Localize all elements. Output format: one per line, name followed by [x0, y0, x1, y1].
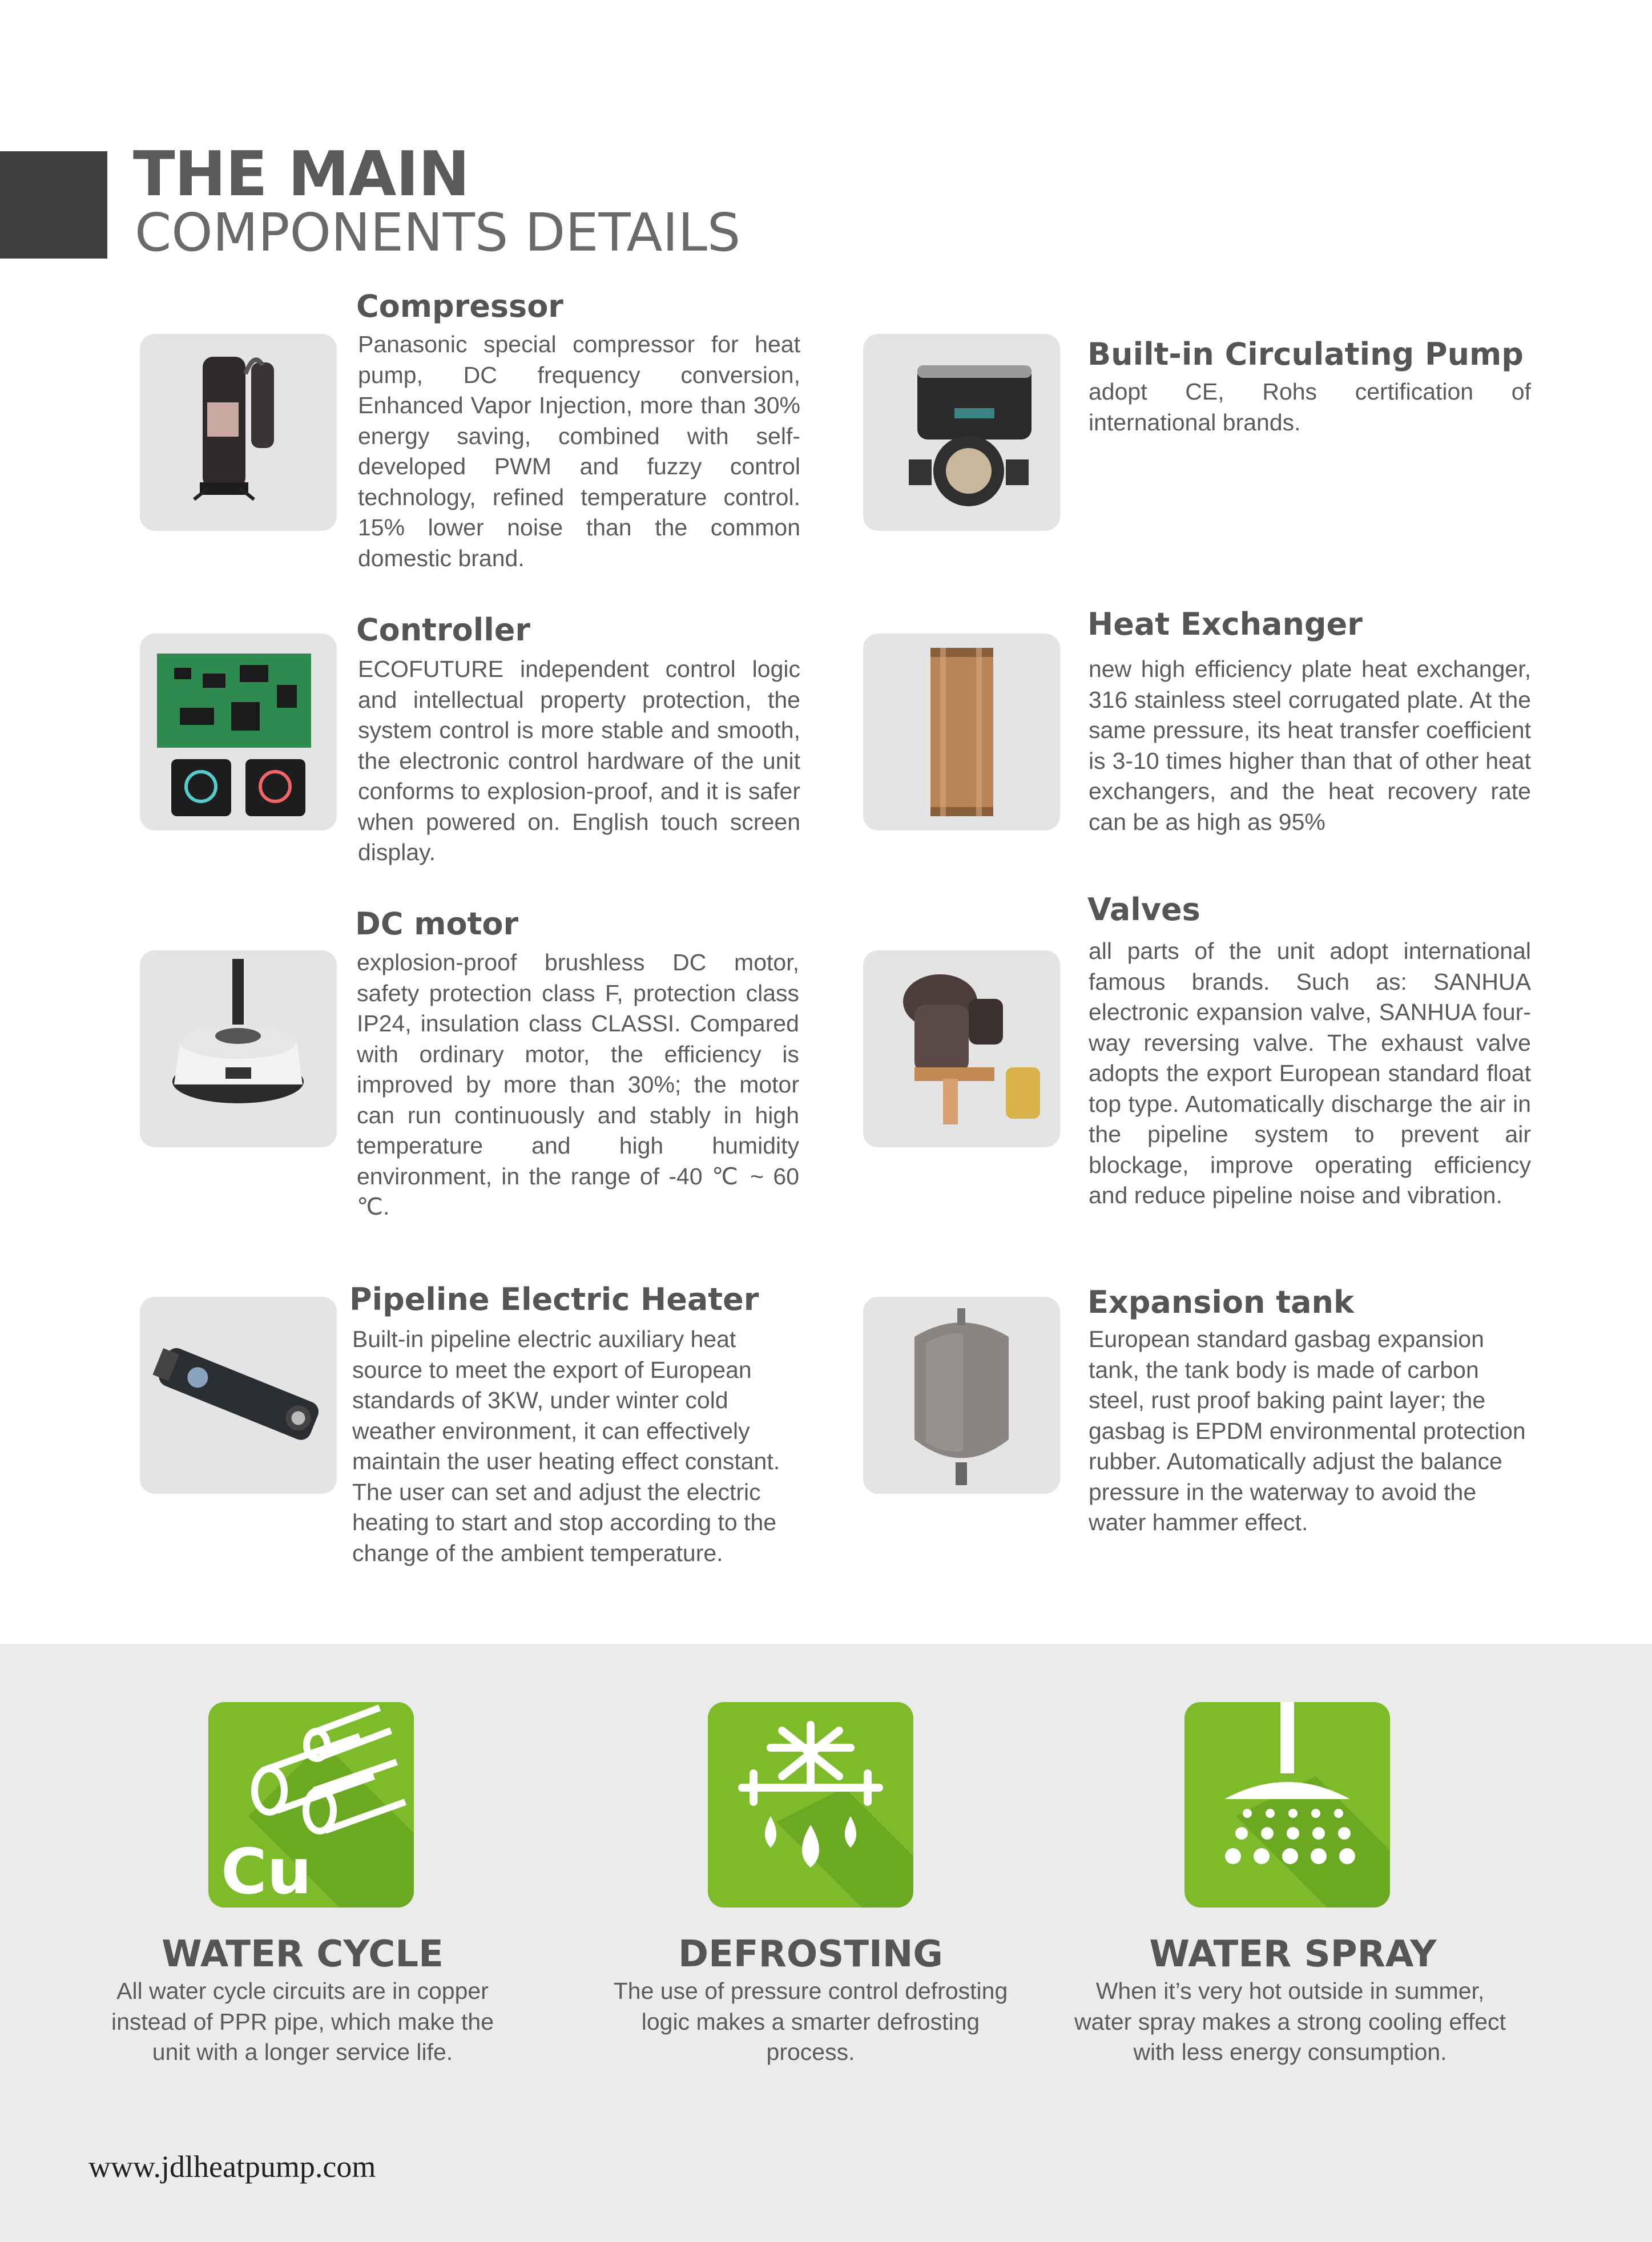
electric-heater-photo: [140, 1297, 337, 1494]
snowflake-drops-icon: [708, 1702, 913, 1908]
dc-motor-photo: [140, 950, 337, 1147]
feature-description: When it’s very hot outside in summer, water spray makes a strong cooling effect with less energy consumption.: [1074, 1978, 1506, 2065]
component-description: European standard gasbag expansion tank, the tank body is made of carbon steel, rust proof baking paint layer; the gasbag is EPDM environmental protection rubber. Automatically adjust the balance pressure in the waterway to avoid the water hammer effect.: [1089, 1326, 1526, 1535]
component-title: Heat Exchanger: [1087, 606, 1363, 642]
component-title: DC motor: [355, 906, 519, 942]
component-description: ECOFUTURE independent control logic and intellectual property protection, the system control is more stable and smooth, the electronic control hardware of the unit conforms to explosion-proof, and it is safer when powered on. English touch screen display.: [358, 656, 800, 865]
component-description: all parts of the unit adopt international famous brands. Such as: SANHUA electronic expansion valve, SANHUA four-way reversing valve. The exhaust valve adopts the export European standard float top type. Automatically discharge the air in the pipeline system to prevent air blockage, improve operating efficiency and reduce pipeline noise and vibration.: [1089, 938, 1531, 1208]
component-description: adopt CE, Rohs certification of international brands.: [1089, 378, 1531, 436]
controller-board-photo: [140, 634, 337, 830]
feature-description: All water cycle circuits are in copper instead of PPR pipe, which make the unit with a longer service life.: [111, 1978, 494, 2065]
svg-text:Cu: Cu: [221, 1835, 312, 1908]
component-title: Built-in Circulating Pump: [1087, 336, 1524, 372]
component-title: Valves: [1087, 892, 1200, 928]
component-title: Pipeline Electric Heater: [349, 1281, 759, 1317]
component-title: Expansion tank: [1087, 1284, 1354, 1320]
feature-title: WATER SPRAY: [1149, 1933, 1437, 1975]
website-url[interactable]: www.jdlheatpump.com: [88, 2150, 376, 2184]
plate-heat-exchanger-photo: [863, 634, 1060, 830]
component-description: Panasonic special compressor for heat pump, DC frequency conversion, Enhanced Vapor Injection, more than 30% energy saving, combined with self-developed PWM and fuzzy control technology, refined temperature control. 15% lower noise than the common domestic brand.: [358, 331, 800, 571]
component-description: Built-in pipeline electric auxiliary heat source to meet the export of European standards of 3KW, under winter cold weather environment, it can effectively maintain the user heating effect constant. The user can set and adjust the electric heating to start and stop according to the change of the ambient temperature.: [352, 1326, 780, 1566]
feature-title: WATER CYCLE: [162, 1933, 444, 1975]
page-title: THE MAIN: [133, 139, 470, 210]
feature-title: DEFROSTING: [678, 1933, 943, 1975]
component-description: explosion-proof brushless DC motor, safety protection class F, protection class IP24, insulation class CLASSI. Compared with ordinary motor, the efficiency is improved by more than 30%; the motor can run continuously and stably in high temperature and high humidity environment, in the range of -40 ℃ ~ 60 ℃.: [357, 949, 799, 1220]
expansion-tank-photo: [863, 1297, 1060, 1494]
feature-description: The use of pressure control defrosting logic makes a smarter defrosting process.: [613, 1978, 1008, 2065]
copper-pipes-icon: [208, 1702, 414, 1908]
component-title: Compressor: [356, 288, 563, 324]
component-title: Controller: [356, 612, 530, 648]
component-description: new high efficiency plate heat exchanger, 316 stainless steel corrugated plate. At the same pressure, its heat transfer coefficient is 3-10 times higher than that of other heat exchangers, and the heat recovery rate can be as high as 95%: [1089, 656, 1531, 835]
compressor-photo: [140, 334, 337, 531]
header-accent-block: [0, 151, 107, 259]
page-subtitle: COMPONENTS DETAILS: [135, 202, 741, 263]
circulating-pump-photo: [863, 334, 1060, 531]
valves-photo: [863, 950, 1060, 1147]
sprinkler-icon: [1184, 1702, 1390, 1908]
